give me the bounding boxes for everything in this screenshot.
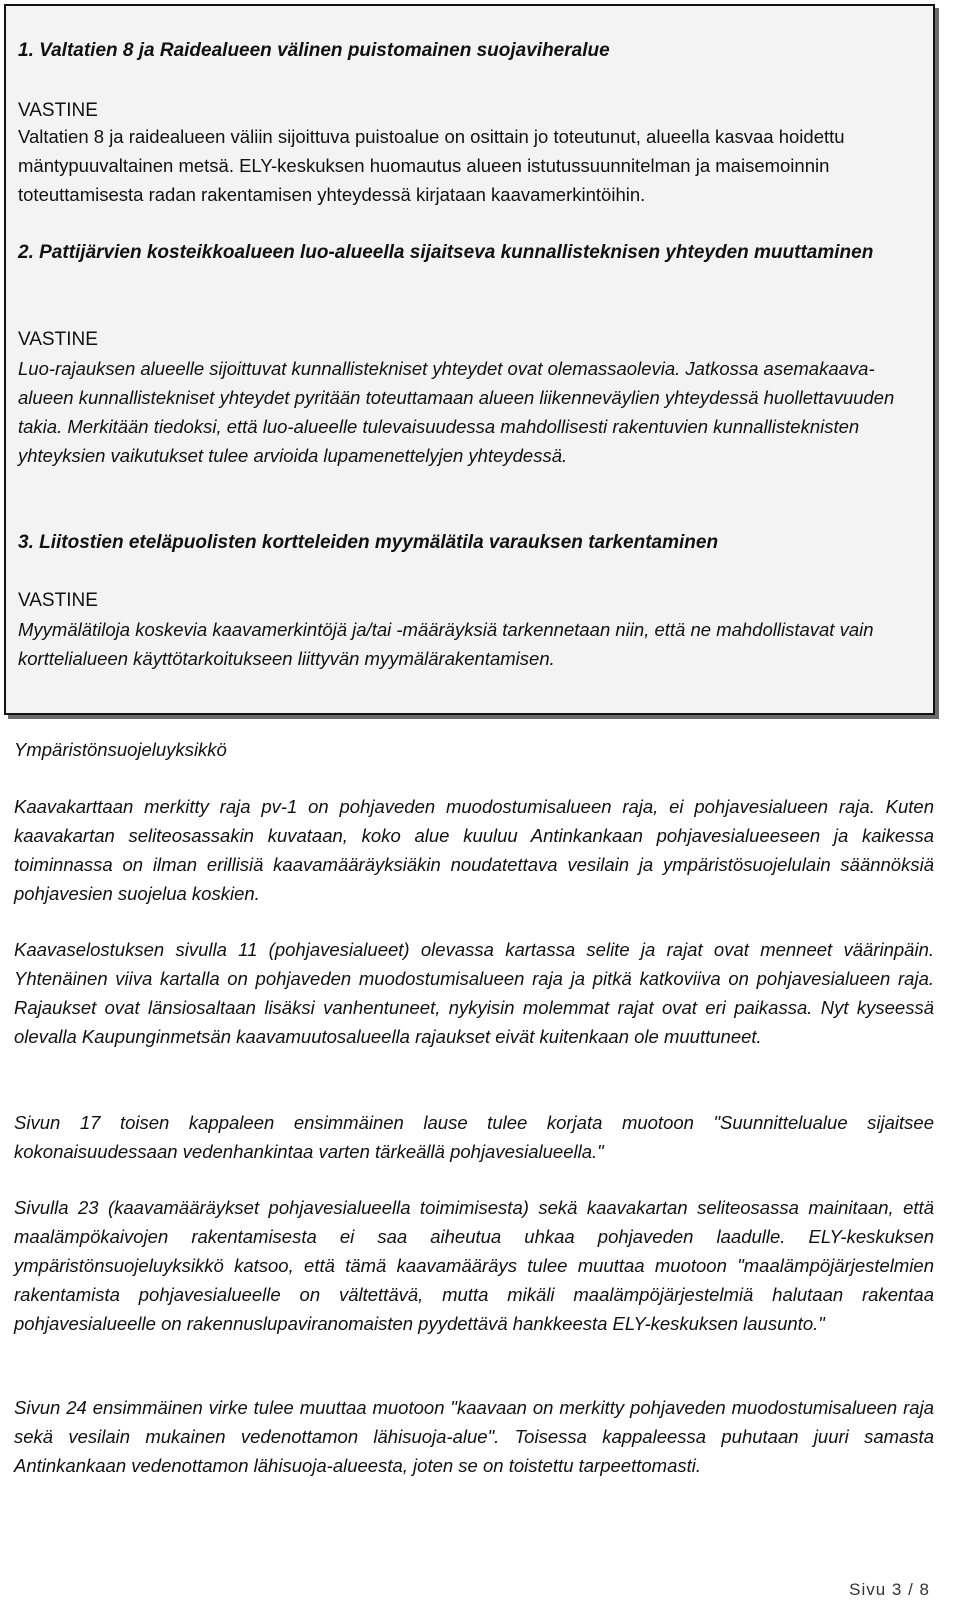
section-1-text: Valtatien 8 ja raidealueen väliin sijoittuva puistoalue on osittain jo toteutunut, alueella kasvaa hoidettu mäntypuuvaltainen metsä. ELY-keskuksen huomautus alueen istutussuunnitelman ja maisemoinnin toteuttamisesta radan rakentamisen yhteydessä kirjataan kaavamerkintöihin. bbox=[18, 126, 845, 205]
page-number: Sivu 3 / 8 bbox=[849, 1580, 930, 1599]
section-1-vastine-label: VASTINE bbox=[18, 100, 98, 121]
section-2-vastine-label: VASTINE bbox=[18, 329, 98, 350]
response-box bbox=[4, 4, 935, 715]
section-3-text: Myymälätiloja koskevia kaavamerkintöjä ja/tai -määräyksiä tarkennetaan niin, että ne mahdollistavat vain korttelialueen käyttötarkoitukseen liittyvän myymälärakentamisen. bbox=[18, 619, 874, 669]
paragraph-1: Kaavakarttaan merkitty raja pv-1 on pohjaveden muodostumisalueen raja, ei pohjavesialueen raja. Kuten kaavakartan seliteosassakin kuvataan, koko alue kuuluu Antinkankaan pohjavesialueeseen ja kaikessa toiminnassa on ilman erillisiä kaavamääräyksiäkin noudatettava vesilain ja ympäristösuojelulain säännöksiä pohjavesien suojelua koskien. bbox=[14, 796, 934, 904]
section-3-vastine-label: VASTINE bbox=[18, 590, 98, 611]
section-2-text: Luo-rajauksen alueelle sijoittuvat kunnallistekniset yhteydet ovat olemassaolevia. Jatkossa asemakaava-alueen kunnallistekniset yhteydet pyritään toteuttamaan alueen liikenneväylien yhteydessä huollettavuuden takia. Merkitään tiedoksi, että luo-alueelle tulevaisuudessa mahdollisesti rakentuvien kunnallisteknisten yhteyksien vaikutukset tulee arvioida lupamenettelyjen yhteydessä. bbox=[18, 358, 895, 466]
section-2-heading: 2. Pattijärvien kosteikkoalueen luo-alueella sijaitseva kunnallisteknisen yhteyden muuttaminen bbox=[18, 242, 874, 263]
section-1-heading: 1. Valtatien 8 ja Raidealueen välinen puistomainen suojaviheralue bbox=[18, 40, 610, 61]
section-3-heading: 3. Liitostien eteläpuolisten kortteleiden myymälätila varauksen tarkentaminen bbox=[18, 532, 719, 553]
paragraph-5: Sivun 24 ensimmäinen virke tulee muuttaa muotoon "kaavaan on merkitty pohjaveden muodostumisalueen raja sekä vesilain mukainen vedenottamon lähisuoja-alue". Toisessa kappaleessa puhutaan juuri samasta Antinkankaan vedenottamon lähisuoja-alueesta, joten se on toistettu tarpeettomasti. bbox=[14, 1397, 934, 1476]
paragraph-4: Sivulla 23 (kaavamääräykset pohjavesialueella toimimisesta) sekä kaavakartan seliteosassa mainitaan, että maalämpökaivojen rakentamisesta ei saa aiheutua uhkaa pohjaveden laadulle. ELY-keskuksen ympäristönsuojeluyksikkö katsoo, että tämä kaavamääräys tulee muuttaa muotoon "maalämpöjärjestelmien rakentamista pohjavesialueelle on vältettävä, mutta mikäli maalämpöjärjestelmiä halutaan rakentaa pohjavesialueelle on rakennuslupaviranomaisten pyydettävä hankkeesta ELY-keskuksen lausunto." bbox=[14, 1197, 934, 1334]
section-title: Ympäristönsuojeluyksikkö bbox=[14, 739, 227, 760]
paragraph-2: Kaavaselostuksen sivulla 11 (pohjavesialueet) olevassa kartassa selite ja rajat ovat menneet väärinpäin. Yhtenäinen viiva kartalla on pohjaveden muodostumisalueen raja ja pitkä katkoviiva on pohjavesialueen raja. Rajaukset ovat länsiosaltaan lisäksi vanhentuneet, nykyisin molemmat rajat ovat eri paikassa. Nyt kyseessä olevalla Kaupunginmetsän kaavamuutosalueella rajaukset eivät kuitenkaan ole muuttuneet. bbox=[14, 939, 934, 1047]
paragraph-3: Sivun 17 toisen kappaleen ensimmäinen lause tulee korjata muotoon "Suunnittelualue sijaitsee kokonaisuudessaan vedenhankintaa varten tärkeällä pohjavesialueella." bbox=[14, 1112, 934, 1162]
